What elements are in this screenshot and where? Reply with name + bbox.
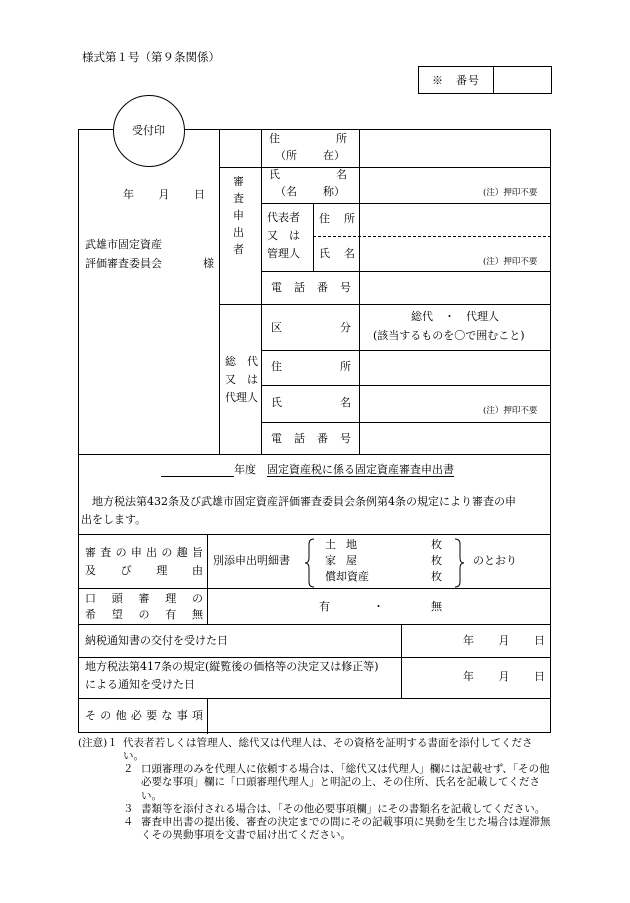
addressee-line1: 武雄市固定資産 (85, 238, 162, 251)
statement-line2: 出をします。 (81, 513, 147, 526)
fiscal-year-suffix: 年度 (234, 463, 256, 476)
agent-name-label: 氏 名 (271, 396, 351, 409)
revision-notice-label-line2: による通知を受けた日 (85, 678, 195, 691)
item-depreciable-label: 償却資産 (325, 570, 369, 583)
oral-hearing-no[interactable]: 無 (431, 600, 442, 613)
purpose-label-line2: 及 び 理 由 (85, 564, 203, 577)
other-matters-field[interactable] (208, 699, 551, 733)
house-count-field[interactable] (379, 554, 429, 568)
divider (219, 130, 220, 454)
revision-notice-date[interactable]: 年 月 日 (463, 670, 545, 683)
agent-category-instruction: (該当するものを〇で囲むこと) (373, 329, 525, 342)
divider (79, 624, 551, 625)
applicant-address-sublabel: （所 在） (275, 149, 345, 162)
receipt-number-label: ※ 番号 (419, 67, 494, 93)
receipt-number-box (418, 66, 552, 94)
land-count-unit: 枚 (431, 538, 442, 551)
agent-category-label: 区 分 (271, 321, 351, 334)
divider (207, 534, 208, 624)
applicant-name-label: 氏 名 (269, 168, 347, 181)
divider (313, 203, 314, 271)
agent-header-line2: 又 は (225, 373, 258, 386)
applicant-address-field[interactable] (360, 130, 551, 167)
attached-details-label: 別添申出明細書 (213, 554, 290, 567)
agent-address-field[interactable] (360, 351, 551, 385)
rep-label-line2: 又 は (267, 229, 300, 242)
document-title-text: 固定資産税に係る固定資産審査申出書 (267, 463, 454, 476)
notes-section (78, 737, 553, 842)
divider (261, 130, 262, 454)
notes-heading: (注意)１ (78, 737, 118, 749)
tax-notice-label: 納税通知書の交付を受けた日 (85, 634, 228, 647)
agent-header-line1: 総 代 (225, 355, 258, 368)
oral-hearing-label-line2: 希 望 の 有 無 (85, 608, 203, 621)
rep-seal-note: (注）押印不要 (483, 257, 538, 267)
note-2: ２ 口頭審理のみを代理人に依頼する場合は、「総代又は代理人」欄には記載せず、「その他必要な事項」欄に「口頭審理代理人」と明記の上、その住所、氏名を記載してください。 (123, 763, 550, 802)
oral-hearing-label-line1: 口 頭 審 理 の (85, 592, 203, 605)
agent-phone-label: 電 話 番 号 (271, 432, 351, 445)
addressee-honorific: 様 (203, 257, 214, 270)
applicant-address-label: 住 所 (269, 132, 347, 145)
oral-hearing-yes[interactable]: 有 (319, 600, 330, 613)
depreciable-count-unit: 枚 (431, 570, 442, 583)
as-stated-label: のとおり (473, 554, 517, 567)
depreciable-count-field[interactable] (379, 570, 429, 584)
revision-notice-label-line1: 地方税法第417条の規定(縦覧後の価格等の決定又は修正等) (85, 660, 379, 673)
document-title (234, 463, 454, 477)
receipt-stamp-label: 受付印 (132, 124, 165, 137)
right-brace-icon (454, 538, 464, 588)
applicant-seal-note: (注）押印不要 (483, 188, 538, 198)
applicant-phone-field[interactable] (360, 272, 551, 304)
item-land-label: 土 地 (325, 538, 357, 551)
applicant-name-sublabel: （名 称） (275, 185, 345, 198)
agent-header-line3: 代理人 (225, 391, 258, 404)
note-3: ３ 書類等を添付される場合は、「その他必要事項欄」にその書類名を記載してください。 (123, 802, 546, 815)
tax-notice-date[interactable]: 年 月 日 (463, 634, 545, 647)
oral-hearing-dot: ・ (373, 600, 384, 613)
rep-label-line3: 管理人 (267, 247, 300, 260)
land-count-field[interactable] (379, 538, 429, 552)
agent-address-label: 住 所 (271, 360, 351, 373)
item-house-label: 家 屋 (325, 554, 357, 567)
statement-line1: 地方税法第432条及び武雄市固定資産評価審査委員会条例第4条の規定により審査の申 (81, 495, 516, 508)
note-1 (78, 737, 553, 763)
receipt-date: 年 月 日 (123, 188, 205, 201)
divider (79, 534, 551, 535)
agent-seal-note: (注）押印不要 (483, 406, 538, 416)
divider (79, 454, 551, 455)
addressee-line2: 評価審査委員会 (85, 257, 162, 270)
rep-address-label: 住 所 (319, 212, 355, 225)
divider (79, 657, 551, 658)
fiscal-year-blank[interactable] (161, 463, 234, 477)
rep-label-line1: 代表者 (267, 211, 300, 224)
left-brace-icon (305, 538, 315, 588)
receipt-number-field[interactable] (494, 67, 551, 93)
rep-address-field[interactable] (360, 204, 551, 236)
form-number: 様式第１号（第９条関係） (82, 50, 220, 64)
house-count-unit: 枚 (431, 554, 442, 567)
agent-phone-field[interactable] (360, 423, 551, 454)
purpose-label-line1: 審 査 の 申 出 の 趣 旨 (85, 546, 203, 559)
agent-category-options[interactable]: 総代 ・ 代理人 (411, 310, 499, 323)
applicant-header: 審 査 申 出 者 (233, 175, 244, 256)
applicant-phone-label: 電 話 番 号 (271, 281, 351, 294)
divider (401, 624, 402, 698)
note-1-text: 代表者若しくは管理人、総代又は代理人は、その資格を証明する書面を添付してください。 (123, 737, 533, 763)
other-matters-label: そ の 他 必 要 な 事 項 (85, 709, 203, 722)
application-form-table (78, 129, 551, 733)
divider (79, 588, 551, 589)
rep-name-label: 氏 名 (319, 247, 355, 260)
divider (219, 304, 551, 305)
note-4: ４ 審査申出書の提出後、審査の決定までの間にその記載事項に異動を生じた場合は遅滞無くその異動事項を文書で届け出てください。 (123, 815, 551, 841)
